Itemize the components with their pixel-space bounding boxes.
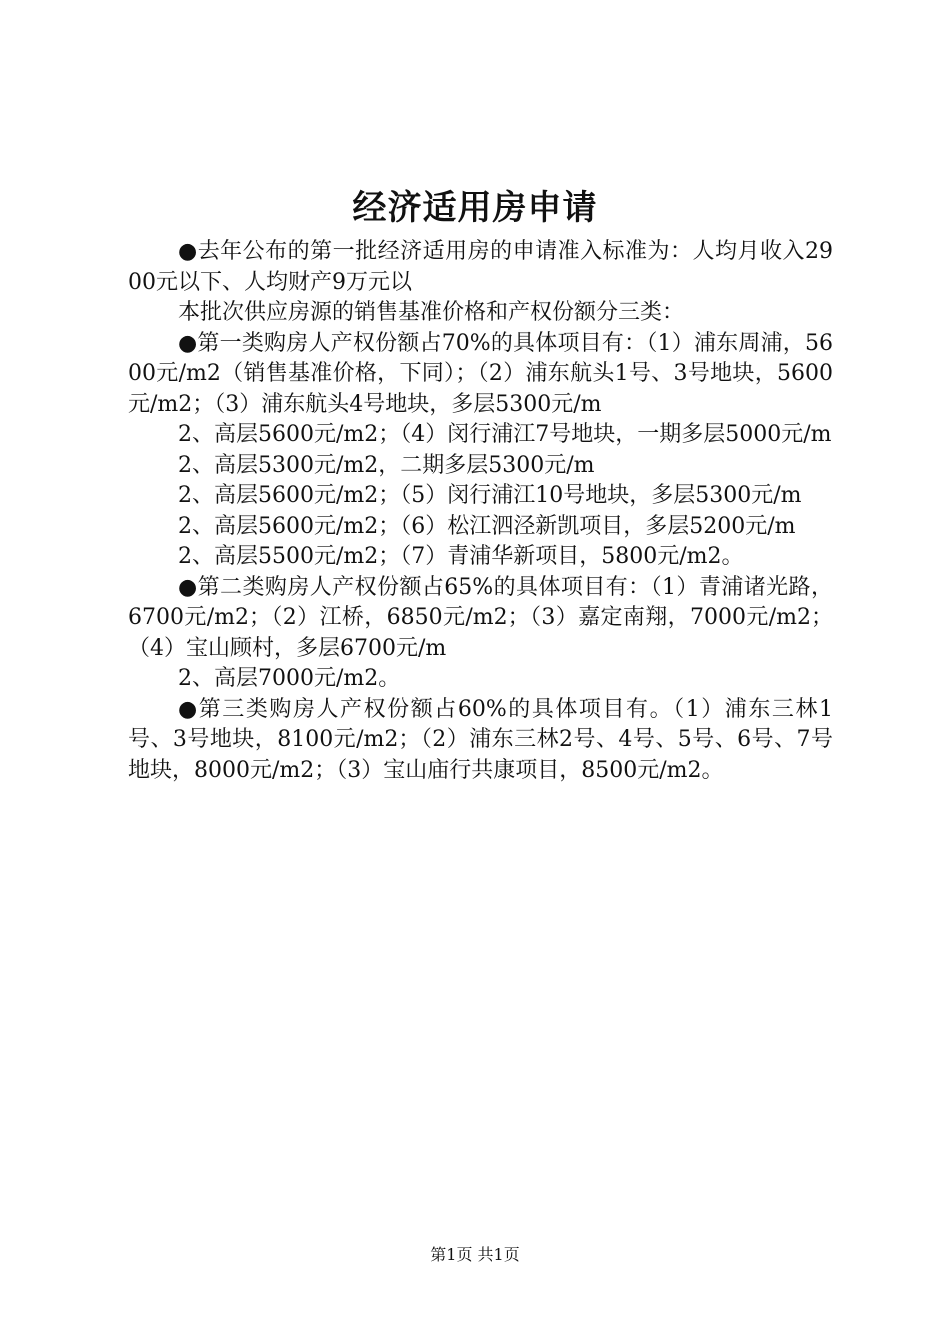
paragraph-category-two-cont: 2、高层7000元/m2。 <box>178 666 401 691</box>
paragraph-category-two: ●第二类购房人产权份额占65%的具体项目有：（1）青浦诸光路，6700元/m2；（2）江桥，6850元/m2；（3）嘉定南翔，7000元/m2；（4）宝山顾村，多层6700元/m <box>128 574 833 661</box>
paragraph-category-one: ●第一类购房人产权份额占70%的具体项目有：（1）浦东周浦，5600元/m2（销售基准价格，下同）；（2）浦东航头1号、3号地块，5600元/m2；（3）浦东航头4号地块，多层5300元/m <box>128 330 833 417</box>
paragraph-category-one-cont-1: 2、高层5600元/m2；（4）闵行浦江7号地块，一期多层5000元/m <box>178 422 832 447</box>
paragraph-category-one-cont-2: 2、高层5300元/m2，二期多层5300元/m <box>178 452 595 478</box>
document-body <box>128 237 833 786</box>
paragraph-category-one-cont-5: 2、高层5500元/m2；（7）青浦华新项目，5800元/m2。 <box>178 544 744 569</box>
paragraph-category-one-cont-3: 2、高层5600元/m2；（5）闵行浦江10号地块，多层5300元/m <box>178 483 802 508</box>
paragraph-categories: 本批次供应房源的销售基准价格和产权份额分三类： <box>178 300 685 325</box>
document-title: 经济适用房申请 <box>352 188 598 228</box>
page-footer: 第1页 共1页 <box>430 1245 520 1264</box>
paragraph-category-three: ●第三类购房人产权份额占60%的具体项目有。（1）浦东三林1号、3号地块，8100元/m2；（2）浦东三林2号、4号、5号、6号、7号地块，8000元/m2；（3）宝山庙行共康项目，8500元/m2。 <box>128 696 833 783</box>
paragraph-intro: ●去年公布的第一批经济适用房的申请准入标准为：人均月收入2900元以下、人均财产9万元以 <box>128 239 833 295</box>
paragraph-category-one-cont-4: 2、高层5600元/m2；（6）松江泗泾新凯项目，多层5200元/m <box>178 513 796 539</box>
